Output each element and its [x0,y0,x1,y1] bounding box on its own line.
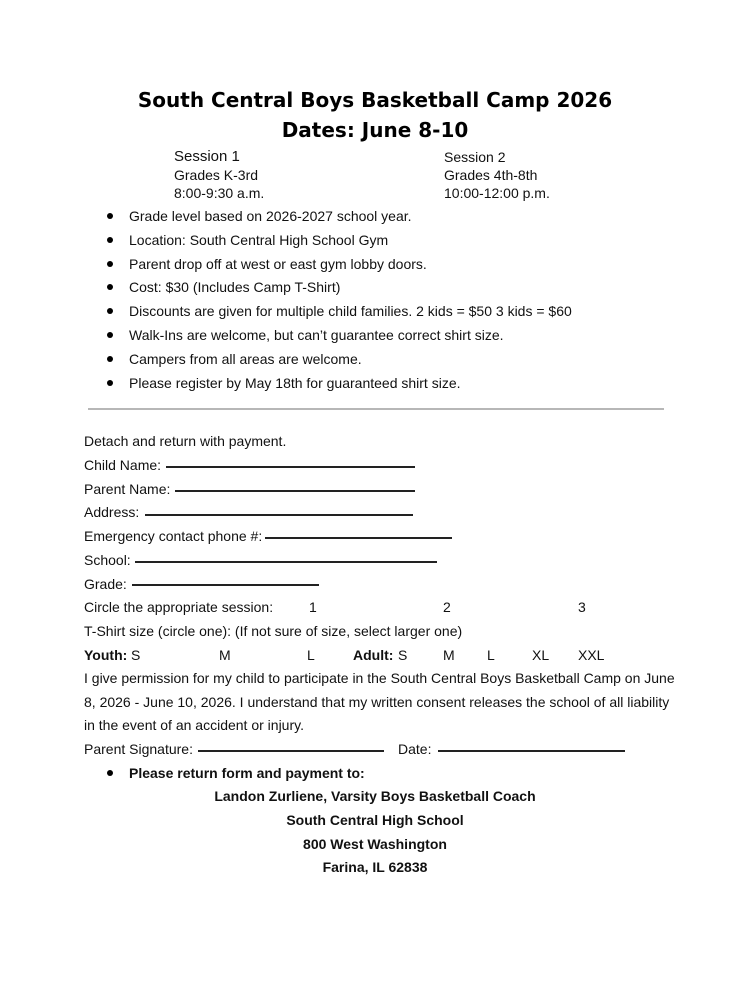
bullet-icon [107,213,113,219]
consent-line-1: I give permission for my child to participate in the South Central Boys Basketball Camp on June [84,670,675,686]
child-name-label: Child Name: [84,457,162,473]
bullet-icon [107,770,113,776]
parent-signature-field[interactable] [198,750,384,752]
bullet-text: Location: South Central High School Gym [129,231,389,248]
parent-name-field[interactable] [175,490,415,492]
bullet-text: Walk-Ins are welcome, but can’t guarantee correct shirt size. [129,326,504,343]
address-field[interactable] [145,514,413,516]
adult-size-xxl[interactable]: XXL [578,647,605,663]
list-item [105,349,572,373]
bullet-text: Please register by May 18th for guaranteed shirt size. [129,374,461,391]
bullet-text: Discounts are given for multiple child families. 2 kids = $50 3 kids = $60 [129,303,572,320]
bullet-text: Grade level based on 2026-2027 school year. [129,208,412,224]
emergency-phone-label: Emergency contact phone #: [84,528,263,544]
bullet-icon [107,237,113,243]
adult-size-xl[interactable]: XL [532,647,550,663]
youth-size-l[interactable]: L [307,647,315,663]
detach-divider [88,408,664,410]
session-2-info [444,148,550,202]
session-option-2[interactable]: 2 [443,599,451,615]
date-field[interactable] [438,750,625,752]
session-1-name: Session 1 [174,148,240,165]
session-option-3[interactable]: 3 [578,599,586,615]
youth-size-m[interactable]: M [219,647,231,663]
info-bullet-list [105,206,572,396]
youth-label: Youth: [84,647,128,663]
camp-dates: Dates: June 8-10 [281,118,469,142]
session-1-time: 8:00-9:30 a.m. [174,185,265,201]
parent-name-label: Parent Name: [84,481,171,497]
page-title: South Central Boys Basketball Camp 2026 [137,88,613,112]
bullet-icon [107,332,113,338]
return-address-line: South Central High School [286,812,464,828]
address-label: Address: [84,504,140,520]
bullet-icon [107,356,113,362]
emergency-phone-field[interactable] [265,537,452,539]
bullet-icon [107,380,113,386]
adult-size-l[interactable]: L [487,647,495,663]
session-2-time: 10:00-12:00 p.m. [444,185,550,201]
youth-size-s[interactable]: S [131,647,141,663]
session-label: Circle the appropriate session: [84,599,274,615]
return-address-line: 800 West Washington [303,836,447,852]
bullet-text: Parent drop off at west or east gym lobby doors. [129,255,427,272]
session-1-info [174,148,264,202]
school-label: School: [84,552,131,568]
shirt-size-label: T-Shirt size (circle one): (If not sure of size, select larger one) [84,623,463,639]
session-option-1[interactable]: 1 [309,599,317,615]
bullet-icon [107,308,113,314]
school-field[interactable] [135,561,437,563]
child-name-field[interactable] [166,466,415,468]
bullet-icon [107,284,113,290]
return-label: Please return form and payment to: [129,765,365,781]
list-item [105,230,572,254]
adult-size-m[interactable]: M [443,647,455,663]
session-2-grades: Grades 4th-8th [444,167,538,183]
bullet-text: Campers from all areas are welcome. [129,350,362,367]
grade-field[interactable] [132,584,319,586]
return-instruction [105,763,365,783]
session-1-grades: Grades K-3rd [174,167,259,183]
return-address-line: Farina, IL 62838 [322,859,428,875]
session-2-name: Session 2 [444,149,506,165]
grade-label: Grade: [84,576,127,592]
list-item [105,301,572,325]
adult-label: Adult: [353,647,394,663]
list-item [105,373,572,397]
detach-instruction: Detach and return with payment. [84,433,287,449]
bullet-icon [107,261,113,267]
list-item [105,254,572,278]
list-item [105,206,572,230]
date-label: Date: [398,741,432,757]
bullet-text: Cost: $30 (Includes Camp T-Shirt) [129,279,341,296]
consent-line-3: in the event of an accident or injury. [84,717,304,733]
list-item [105,325,572,349]
adult-size-s[interactable]: S [398,647,408,663]
parent-signature-label: Parent Signature: [84,741,193,757]
consent-line-2: 8, 2026 - June 10, 2026. I understand that my written consent releases the school of all liability [84,694,670,710]
return-address-line: Landon Zurliene, Varsity Boys Basketball Coach [214,788,536,804]
list-item [105,277,572,301]
